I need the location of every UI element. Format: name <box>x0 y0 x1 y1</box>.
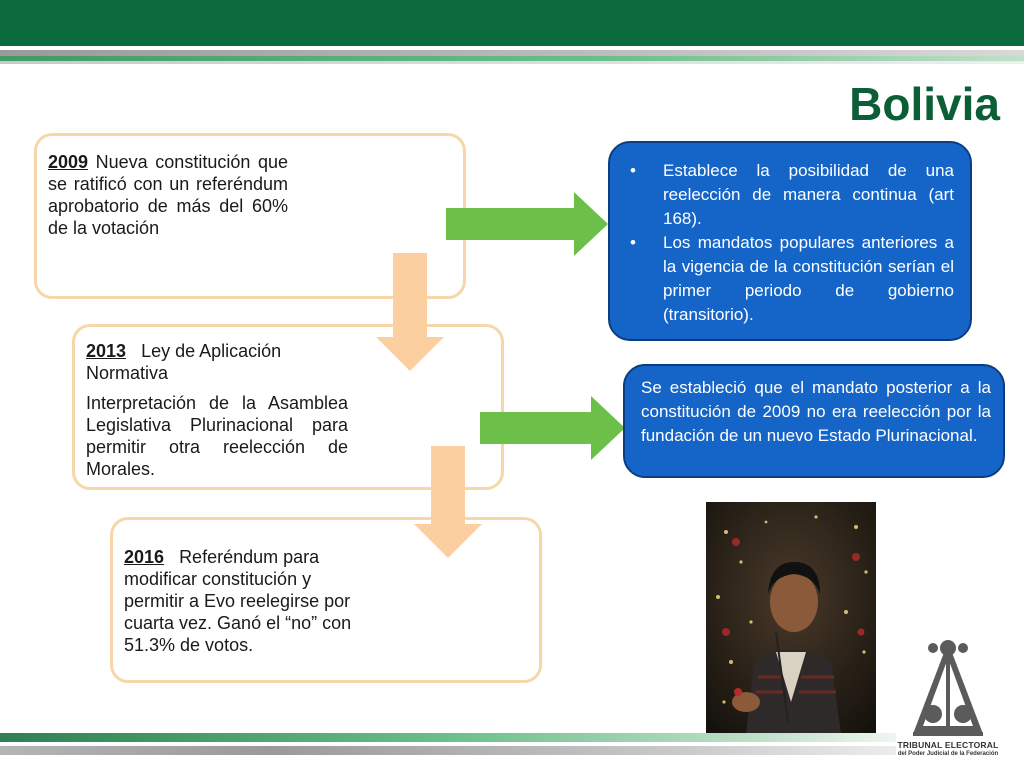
right-arrow-icon <box>480 396 625 460</box>
bullet-icon: • <box>630 233 636 252</box>
scales-emblem-icon <box>893 636 1003 740</box>
step-heading: Ley de Aplicación Normativa <box>86 341 282 383</box>
step-2016-content <box>124 546 374 656</box>
step-2013-content <box>86 340 348 480</box>
callout-constitution-2009 <box>608 141 972 341</box>
down-arrow-icon <box>414 446 482 558</box>
bullet-icon: • <box>630 161 636 180</box>
logo-name: TRIBUNAL ELECTORAL <box>897 740 999 750</box>
right-arrow-icon <box>446 192 608 256</box>
header-stripe-light <box>0 61 1024 64</box>
callout-bullet-list <box>630 159 954 327</box>
logo-subtitle: del Poder Judicial de la Federación <box>897 751 999 757</box>
callout-text: Se estableció que el mandato posterior a la constitución de 2009 no era reelección por la fundación de un nuevo Estado Plurinacional. <box>641 378 991 445</box>
down-arrow-icon <box>376 253 444 371</box>
step-year: 2013 <box>86 341 127 361</box>
step-year: 2016 <box>124 547 165 567</box>
step-description: Referéndum para modificar constitución y permitir a Evo reelegirse por cuarta vez. Ganó el “no” con 51.3% de votos. <box>124 547 352 655</box>
callout-interpretation-2013 <box>623 364 1005 478</box>
footer-stripe-gray <box>0 746 896 755</box>
tribunal-electoral-logo <box>893 636 1003 764</box>
step-2009-content <box>48 151 288 239</box>
step-year: 2009 <box>48 152 89 172</box>
footer-stripe-green <box>0 733 896 742</box>
speaker-photo <box>706 502 876 734</box>
slide-title: Bolivia <box>849 78 1000 130</box>
step-description: Interpretación de la Asamblea Legislativa Plurinacional para permitir otra reelección de Morales. <box>86 393 348 479</box>
list-item: • Establece la posibilidad de una reelección de manera continua (art 168). <box>630 161 954 228</box>
top-header-bar <box>0 0 1024 46</box>
step-description: Nueva constitución que se ratificó con un referéndum aprobatorio de más del 60% de la votación <box>48 152 288 238</box>
list-item: • Los mandatos populares anteriores a la vigencia de la constitución serían el primer periodo de gobierno (transitorio). <box>630 233 954 324</box>
